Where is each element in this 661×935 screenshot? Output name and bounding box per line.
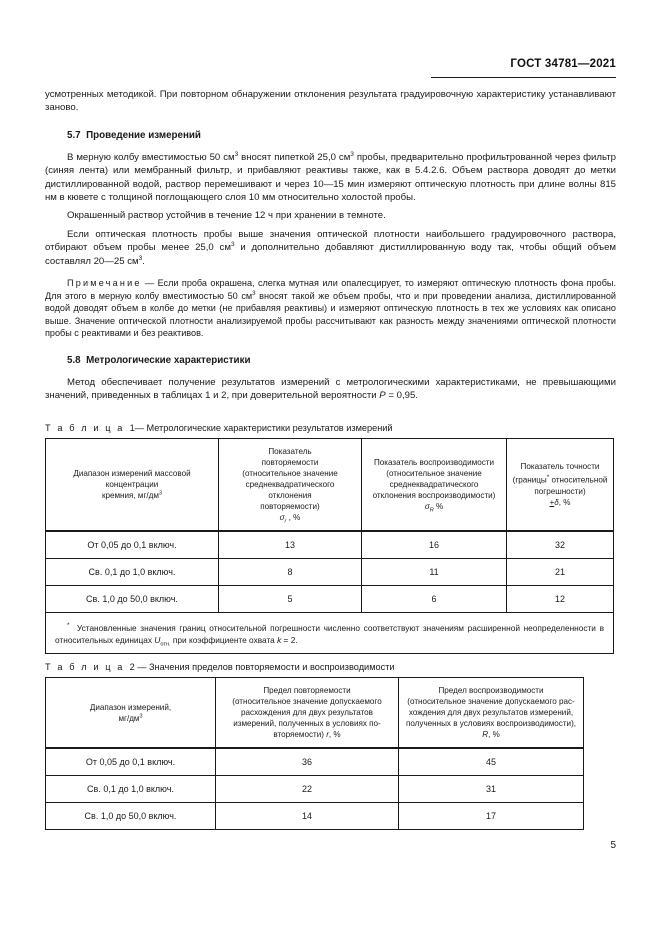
page-header-standard-number: ГОСТ 34781—2021 [510, 58, 616, 70]
paragraph-5-7-1: В мерную колбу вместимостью 50 $см^3$ вносят пипеткой 25,0 $см^3$ пробы, предварительно профильтрованной через фильтр (синяя лента) или мембранный фильтр, и прибавляют реактивы также, как в 5.4.2.6. Объем раствора доводят до метки дистиллированной водой, раствор перемешивают и через 10—15 мин измеряют оптическую плотность при длине волны 815 нм в кювете с толщиной поглощающего слоя 10 мм относительно холостой пробы. [45, 150, 616, 204]
continued-paragraph: усмотренных методикой. При повторном обнаружении отклонения результата градуировочную характеристику устанавливают заново. [45, 89, 616, 114]
table-2-cell-R: 45 [399, 748, 584, 776]
table-row [46, 586, 614, 613]
table-1-caption-title: — Метрологические характеристики результатов измерений [134, 423, 393, 433]
table-2-caption-title: — Значения пределов повторяемости и воспроизводимости [137, 662, 395, 672]
note-label: Примечание [67, 278, 142, 289]
table-2-cell-r: 36 [216, 748, 399, 776]
table-1-footnote-row [46, 613, 614, 654]
table-1-cell-accuracy: 21 [507, 559, 614, 586]
table-1-cell-reproducibility: 11 [362, 559, 507, 586]
table-2-cell-R: 31 [399, 776, 584, 803]
table-1-header-repeatability: Показатель повторяемости (относительное значение среднеквадратического отклонения повторяемости) $\sigma_r$ , % [219, 439, 362, 532]
table-2-header-reproducibility-limit: Предел воспроизводимости (относительное значение допускаемого рас- хождения для двух результатов измерений, полученных в условиях воспроизводимости), R, % [399, 678, 584, 749]
table-1-header-accuracy: Показатель точности (границы* относительной погрешности) +δ, % [507, 439, 614, 532]
document-body [45, 88, 616, 403]
section-title-5-7: Проведение измерений [86, 129, 201, 141]
paragraph-5-7-2: Окрашенный раствор устойчив в течение 12 ч при хранении в темноте. [67, 210, 386, 222]
table-1-cell-repeatability: 13 [219, 531, 362, 559]
table-2-cell-R: 17 [399, 803, 584, 830]
table-1-cell-reproducibility: 6 [362, 586, 507, 613]
section-title-5-8: Метрологические характеристики [86, 355, 251, 367]
paragraph-5-7-3: Если оптическая плотность пробы выше значения оптической плотности наибольшего градуировочного раствора, отбирают объем пробы менее 25,0 $см^3$ и дополнительно добавляют дистиллированную воду так, чтобы общий объем составлял 20—25 $см^3$. [45, 228, 616, 267]
table-2-cell-range: От 0,05 до 0,1 включ. [46, 748, 216, 776]
table-2-header-range: Диапазон измерений, $мг/дм^3$ [46, 678, 216, 749]
table-1-header-range: Диапазон измерений массовой концентрации кремния, $мг/дм^3$ [46, 439, 219, 532]
table-2-wrapper [45, 677, 616, 830]
table-2-header-row [46, 678, 584, 749]
table-1-header-reproducibility: Показатель воспроизводимости (относительное значение среднеквадратического отклонения воспроизводимости) $\sigma_R$ % [362, 439, 507, 532]
table-row [46, 559, 614, 586]
table-1-cell-range: Св. 0,1 до 1,0 включ. [46, 559, 219, 586]
table-row [46, 531, 614, 559]
table-row [46, 776, 584, 803]
header-rule [431, 77, 616, 78]
page-number: 5 [610, 840, 616, 851]
table-1 [45, 438, 614, 654]
table-1-cell-repeatability: 5 [219, 586, 362, 613]
table-row [46, 803, 584, 830]
table-1-wrapper [45, 438, 616, 654]
paragraph-5-8-1: Метод обеспечивает получение результатов измерений с метрологическими характеристиками, не превышающими значений, приведенных в таблицах 1 и 2, при доверительной вероятности P = 0,95. [45, 377, 616, 402]
table-1-caption-number: 1 [129, 423, 135, 433]
table-1-cell-accuracy: 32 [507, 531, 614, 559]
table-1-cell-reproducibility: 16 [362, 531, 507, 559]
table-row [46, 748, 584, 776]
table-2-cell-range: Св. 1,0 до 50,0 включ. [46, 803, 216, 830]
table-2-caption [45, 661, 395, 673]
table-2-caption-number: 2 [129, 662, 135, 672]
table-2-cell-range: Св. 0,1 до 1,0 включ. [46, 776, 216, 803]
table-1-cell-repeatability: 8 [219, 559, 362, 586]
table-2-cell-r: 22 [216, 776, 399, 803]
table-1-cell-range: От 0,05 до 0,1 включ. [46, 531, 219, 559]
table-2 [45, 677, 584, 830]
section-heading-5-7 [45, 129, 616, 142]
table-1-caption [45, 422, 393, 434]
table-1-cell-accuracy: 12 [507, 586, 614, 613]
table-1-caption-word: Т а б л и ц а [45, 423, 125, 433]
table-1-header-row [46, 439, 614, 532]
table-2-cell-r: 14 [216, 803, 399, 830]
table-2-caption-word: Т а б л и ц а [45, 662, 125, 672]
table-1-footnote: * Установленные значения границ относительной погрешности численно соответствуют значениям расширенной неопределенности в относительных единицах $U_{отн.}$ при коэффициенте охвата k = 2. [46, 613, 614, 654]
table-1-cell-range: Св. 1,0 до 50,0 включ. [46, 586, 219, 613]
section-number-5-8: 5.8 [67, 355, 81, 367]
note-5-7: Примечание — Если проба окрашена, слегка мутная или опалесцирует, то измеряют оптическую плотность фона пробы. Для этого в мерную колбу вместимостью 50 $см^3$ вносят такой же объем пробы, что и при проведении анализа, дистиллированной водой доводят объем в колбе до метки (не прибавляя реактивы) и измеряют оптическую плотность в тех же условиях как описано выше. Значение оптической плотности анализируемой пробы рассчитывают как разность между значениями оптической плотности пробы с реактивами и без реактивов. [45, 278, 616, 339]
section-number-5-7: 5.7 [67, 129, 81, 141]
table-2-header-repeatability-limit: Предел повторяемости (относительное значение допускаемого расхождения для двух результатов измерений, полученных в условиях по- вторяемости) r, % [216, 678, 399, 749]
section-heading-5-8 [45, 354, 616, 367]
